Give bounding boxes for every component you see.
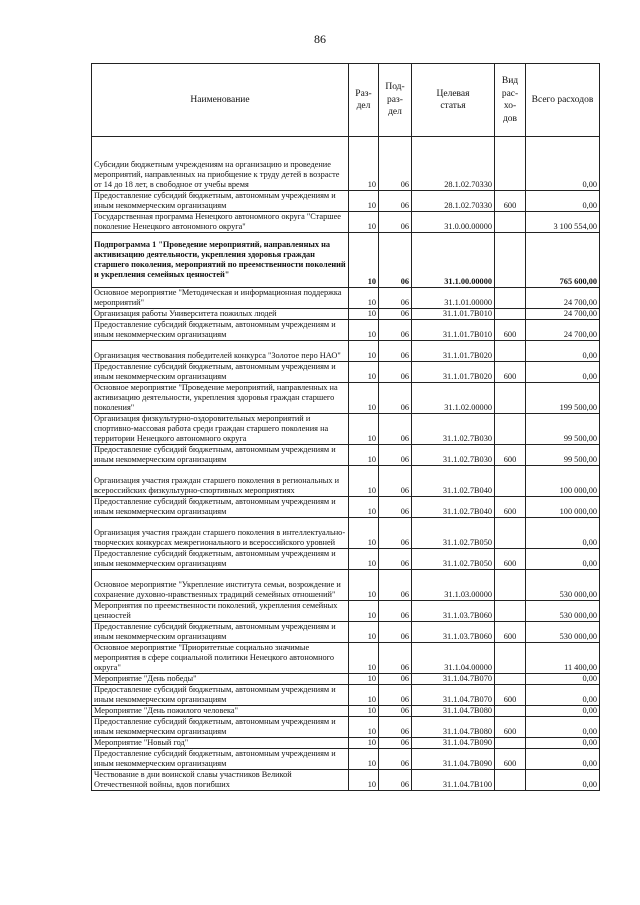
cell-total: 0,00 xyxy=(526,341,600,362)
cell-expense-type: 600 xyxy=(495,445,526,466)
cell-total: 0,00 xyxy=(526,770,600,791)
table-row xyxy=(92,601,600,622)
cell-name: Организация участия граждан старшего поколения в региональных и всероссийских физкультурно-спортивных мероприятиях xyxy=(92,466,349,497)
cell-subsection: 06 xyxy=(379,445,412,466)
cell-name: Мероприятие "День победы" xyxy=(92,674,349,685)
cell-subsection: 06 xyxy=(379,738,412,749)
cell-expense-type: 600 xyxy=(495,749,526,770)
cell-section: 10 xyxy=(349,749,379,770)
cell-name: Предоставление субсидий бюджетным, автономным учреждениям и иным некоммерческим организациям xyxy=(92,362,349,383)
cell-expense-type: 600 xyxy=(495,362,526,383)
cell-expense-type xyxy=(495,233,526,288)
cell-expense-type: 600 xyxy=(495,622,526,643)
cell-target: 31.0.00.00000 xyxy=(412,212,495,233)
cell-total: 0,00 xyxy=(526,706,600,717)
table-row xyxy=(92,137,600,191)
cell-section: 10 xyxy=(349,288,379,309)
cell-name: Подпрограмма 1 "Проведение мероприятий, направленных на активизацию деятельности, укрепления здоровья граждан старшего поколения, мероприятий по преемственности поколений и укрепления семейных ценностей" xyxy=(92,233,349,288)
cell-target: 31.1.00.00000 xyxy=(412,233,495,288)
cell-target: 31.1.01.7В020 xyxy=(412,362,495,383)
cell-name: Организация физкультурно-оздоровительных мероприятий и спортивно-массовая работа среди граждан старшего поколения на территории Ненецкого автономного округа xyxy=(92,414,349,445)
cell-section: 10 xyxy=(349,685,379,706)
header-target: Целевая статья xyxy=(412,64,495,137)
table-row xyxy=(92,770,600,791)
cell-section: 10 xyxy=(349,497,379,518)
cell-subsection: 06 xyxy=(379,674,412,685)
table-row xyxy=(92,717,600,738)
cell-name: Мероприятия по преемственности поколений, укрепления семейных ценностей xyxy=(92,601,349,622)
cell-section: 10 xyxy=(349,518,379,549)
cell-section: 10 xyxy=(349,643,379,674)
cell-expense-type xyxy=(495,770,526,791)
cell-target: 31.1.04.7В100 xyxy=(412,770,495,791)
cell-section: 10 xyxy=(349,414,379,445)
cell-target: 31.1.01.7В010 xyxy=(412,309,495,320)
cell-total: 199 500,00 xyxy=(526,383,600,414)
cell-expense-type xyxy=(495,674,526,685)
cell-target: 31.1.02.7В050 xyxy=(412,518,495,549)
cell-target: 31.1.03.7В060 xyxy=(412,601,495,622)
cell-expense-type xyxy=(495,570,526,601)
table-row xyxy=(92,643,600,674)
cell-name: Мероприятие "Новый год" xyxy=(92,738,349,749)
cell-total: 100 000,00 xyxy=(526,466,600,497)
cell-section: 10 xyxy=(349,622,379,643)
table-row xyxy=(92,749,600,770)
cell-section: 10 xyxy=(349,717,379,738)
cell-total: 0,00 xyxy=(526,549,600,570)
cell-target: 31.1.03.7В060 xyxy=(412,622,495,643)
cell-total: 0,00 xyxy=(526,717,600,738)
cell-expense-type xyxy=(495,706,526,717)
cell-total: 765 600,00 xyxy=(526,233,600,288)
table-row xyxy=(92,497,600,518)
cell-target: 31.1.02.7В050 xyxy=(412,549,495,570)
cell-expense-type: 600 xyxy=(495,191,526,212)
cell-section: 10 xyxy=(349,466,379,497)
cell-target: 31.1.04.7В080 xyxy=(412,717,495,738)
cell-target: 31.1.02.7В040 xyxy=(412,497,495,518)
cell-section: 10 xyxy=(349,601,379,622)
cell-subsection: 06 xyxy=(379,233,412,288)
cell-section: 10 xyxy=(349,341,379,362)
cell-section: 10 xyxy=(349,383,379,414)
cell-total: 0,00 xyxy=(526,674,600,685)
cell-target: 31.1.04.7В070 xyxy=(412,674,495,685)
cell-subsection: 06 xyxy=(379,212,412,233)
cell-section: 10 xyxy=(349,137,379,191)
cell-expense-type xyxy=(495,414,526,445)
cell-section: 10 xyxy=(349,445,379,466)
cell-total: 0,00 xyxy=(526,685,600,706)
cell-subsection: 06 xyxy=(379,622,412,643)
table-row xyxy=(92,518,600,549)
table-row xyxy=(92,383,600,414)
cell-name: Основное мероприятие "Приоритетные социально значимые мероприятия в сфере социальной политики Ненецкого автономного округа" xyxy=(92,643,349,674)
cell-section: 10 xyxy=(349,738,379,749)
cell-subsection: 06 xyxy=(379,643,412,674)
table-row xyxy=(92,414,600,445)
cell-total: 24 700,00 xyxy=(526,309,600,320)
header-section: Раз- дел xyxy=(349,64,379,137)
header-subsection: Под- раз- дел xyxy=(379,64,412,137)
table-row xyxy=(92,309,600,320)
cell-total: 3 100 554,00 xyxy=(526,212,600,233)
cell-section: 10 xyxy=(349,233,379,288)
cell-name: Основное мероприятие "Методическая и информационная поддержка мероприятий" xyxy=(92,288,349,309)
cell-expense-type xyxy=(495,288,526,309)
cell-name: Предоставление субсидий бюджетным, автономным учреждениям и иным некоммерческим организациям xyxy=(92,622,349,643)
cell-target: 31.1.02.7В030 xyxy=(412,414,495,445)
cell-expense-type xyxy=(495,643,526,674)
table-row xyxy=(92,320,600,341)
cell-section: 10 xyxy=(349,309,379,320)
cell-total: 99 500,00 xyxy=(526,414,600,445)
cell-target: 28.1.02.70330 xyxy=(412,137,495,191)
cell-subsection: 06 xyxy=(379,414,412,445)
cell-name: Предоставление субсидий бюджетным, автономным учреждениям и иным некоммерческим организациям xyxy=(92,685,349,706)
cell-expense-type: 600 xyxy=(495,320,526,341)
cell-name: Предоставление субсидий бюджетным, автономным учреждениям и иным некоммерческим организациям xyxy=(92,191,349,212)
cell-expense-type xyxy=(495,518,526,549)
cell-expense-type: 600 xyxy=(495,717,526,738)
cell-total: 0,00 xyxy=(526,191,600,212)
table-row xyxy=(92,685,600,706)
cell-subsection: 06 xyxy=(379,341,412,362)
cell-target: 31.1.04.7В070 xyxy=(412,685,495,706)
cell-name: Предоставление субсидий бюджетным, автономным учреждениям и иным некоммерческим организациям xyxy=(92,497,349,518)
cell-subsection: 06 xyxy=(379,497,412,518)
cell-name: Предоставление субсидий бюджетным, автономным учреждениям и иным некоммерческим организациям xyxy=(92,717,349,738)
cell-name: Субсидии бюджетным учреждениям на организацию и проведение мероприятий, направленных на приобщение к труду детей в возрасте от 14 до 18 лет, в свободное от учебы время xyxy=(92,137,349,191)
table-row xyxy=(92,191,600,212)
cell-expense-type xyxy=(495,466,526,497)
cell-subsection: 06 xyxy=(379,770,412,791)
cell-name: Мероприятие "День пожилого человека" xyxy=(92,706,349,717)
table-row xyxy=(92,341,600,362)
cell-expense-type: 600 xyxy=(495,497,526,518)
cell-subsection: 06 xyxy=(379,383,412,414)
table-row xyxy=(92,570,600,601)
cell-subsection: 06 xyxy=(379,717,412,738)
cell-total: 0,00 xyxy=(526,137,600,191)
table-row xyxy=(92,622,600,643)
cell-total: 530 000,00 xyxy=(526,622,600,643)
cell-section: 10 xyxy=(349,570,379,601)
cell-section: 10 xyxy=(349,674,379,685)
cell-subsection: 06 xyxy=(379,362,412,383)
cell-expense-type xyxy=(495,137,526,191)
cell-name: Предоставление субсидий бюджетным, автономным учреждениям и иным некоммерческим организациям xyxy=(92,320,349,341)
cell-subsection: 06 xyxy=(379,137,412,191)
header-total: Всего расходов xyxy=(526,64,600,137)
cell-target: 31.1.02.00000 xyxy=(412,383,495,414)
cell-target: 31.1.04.7В080 xyxy=(412,706,495,717)
budget-table xyxy=(91,63,600,791)
cell-subsection: 06 xyxy=(379,466,412,497)
cell-target: 31.1.02.7В030 xyxy=(412,445,495,466)
cell-expense-type: 600 xyxy=(495,549,526,570)
cell-subsection: 06 xyxy=(379,601,412,622)
table-row xyxy=(92,233,600,288)
cell-name: Организация участия граждан старшего поколения в интеллектуально-творческих конкурсах межрегионального и всероссийского уровней xyxy=(92,518,349,549)
page-number: 86 xyxy=(314,32,326,46)
cell-target: 31.1.04.7В090 xyxy=(412,749,495,770)
cell-total: 100 000,00 xyxy=(526,497,600,518)
header-expense-type: Вид рас- хо- дов xyxy=(495,64,526,137)
table-row xyxy=(92,362,600,383)
cell-target: 31.1.04.00000 xyxy=(412,643,495,674)
cell-total: 0,00 xyxy=(526,738,600,749)
cell-name: Организация работы Университета пожилых людей xyxy=(92,309,349,320)
cell-total: 24 700,00 xyxy=(526,288,600,309)
cell-total: 530 000,00 xyxy=(526,570,600,601)
cell-name: Государственная программа Ненецкого автономного округа "Старшее поколение Ненецкого автономного округа" xyxy=(92,212,349,233)
cell-subsection: 06 xyxy=(379,191,412,212)
cell-target: 31.1.03.00000 xyxy=(412,570,495,601)
cell-section: 10 xyxy=(349,362,379,383)
cell-name: Предоставление субсидий бюджетным, автономным учреждениям и иным некоммерческим организациям xyxy=(92,445,349,466)
cell-name: Организация чествования победителей конкурса "Золотое перо НАО" xyxy=(92,341,349,362)
cell-expense-type xyxy=(495,601,526,622)
cell-target: 28.1.02.70330 xyxy=(412,191,495,212)
cell-expense-type xyxy=(495,212,526,233)
cell-section: 10 xyxy=(349,770,379,791)
cell-subsection: 06 xyxy=(379,749,412,770)
table-row xyxy=(92,549,600,570)
cell-name: Предоставление субсидий бюджетным, автономным учреждениям и иным некоммерческим организациям xyxy=(92,549,349,570)
cell-target: 31.1.01.7В010 xyxy=(412,320,495,341)
table-row xyxy=(92,706,600,717)
cell-subsection: 06 xyxy=(379,570,412,601)
table-row xyxy=(92,212,600,233)
cell-name: Основное мероприятие "Проведение мероприятий, направленных на активизацию деятельности, укрепления здоровья граждан старшего поколения" xyxy=(92,383,349,414)
cell-section: 10 xyxy=(349,320,379,341)
cell-subsection: 06 xyxy=(379,706,412,717)
cell-total: 99 500,00 xyxy=(526,445,600,466)
cell-total: 0,00 xyxy=(526,749,600,770)
cell-total: 0,00 xyxy=(526,518,600,549)
cell-target: 31.1.02.7В040 xyxy=(412,466,495,497)
header-name: Наименование xyxy=(92,64,349,137)
cell-section: 10 xyxy=(349,549,379,570)
cell-subsection: 06 xyxy=(379,549,412,570)
cell-total: 24 700,00 xyxy=(526,320,600,341)
cell-name: Чествование в дни воинской славы участников Великой Отечественной войны, вдов погибших xyxy=(92,770,349,791)
cell-target: 31.1.01.7В020 xyxy=(412,341,495,362)
cell-total: 0,00 xyxy=(526,362,600,383)
cell-expense-type xyxy=(495,341,526,362)
table-row xyxy=(92,466,600,497)
cell-expense-type xyxy=(495,383,526,414)
cell-expense-type xyxy=(495,738,526,749)
cell-subsection: 06 xyxy=(379,288,412,309)
cell-section: 10 xyxy=(349,706,379,717)
table-row xyxy=(92,445,600,466)
cell-target: 31.1.01.00000 xyxy=(412,288,495,309)
cell-subsection: 06 xyxy=(379,309,412,320)
header-row xyxy=(92,64,600,137)
table-body xyxy=(92,137,600,791)
cell-total: 530 000,00 xyxy=(526,601,600,622)
cell-total: 11 400,00 xyxy=(526,643,600,674)
table-row xyxy=(92,674,600,685)
cell-section: 10 xyxy=(349,212,379,233)
table-row xyxy=(92,738,600,749)
cell-subsection: 06 xyxy=(379,685,412,706)
cell-name: Предоставление субсидий бюджетным, автономным учреждениям и иным некоммерческим организациям xyxy=(92,749,349,770)
cell-target: 31.1.04.7В090 xyxy=(412,738,495,749)
cell-expense-type: 600 xyxy=(495,685,526,706)
table-row xyxy=(92,288,600,309)
cell-name: Основное мероприятие "Укрепление института семьи, возрождение и сохранение духовно-нравственных традиций семейных отношений" xyxy=(92,570,349,601)
cell-section: 10 xyxy=(349,191,379,212)
cell-expense-type xyxy=(495,309,526,320)
cell-subsection: 06 xyxy=(379,518,412,549)
cell-subsection: 06 xyxy=(379,320,412,341)
